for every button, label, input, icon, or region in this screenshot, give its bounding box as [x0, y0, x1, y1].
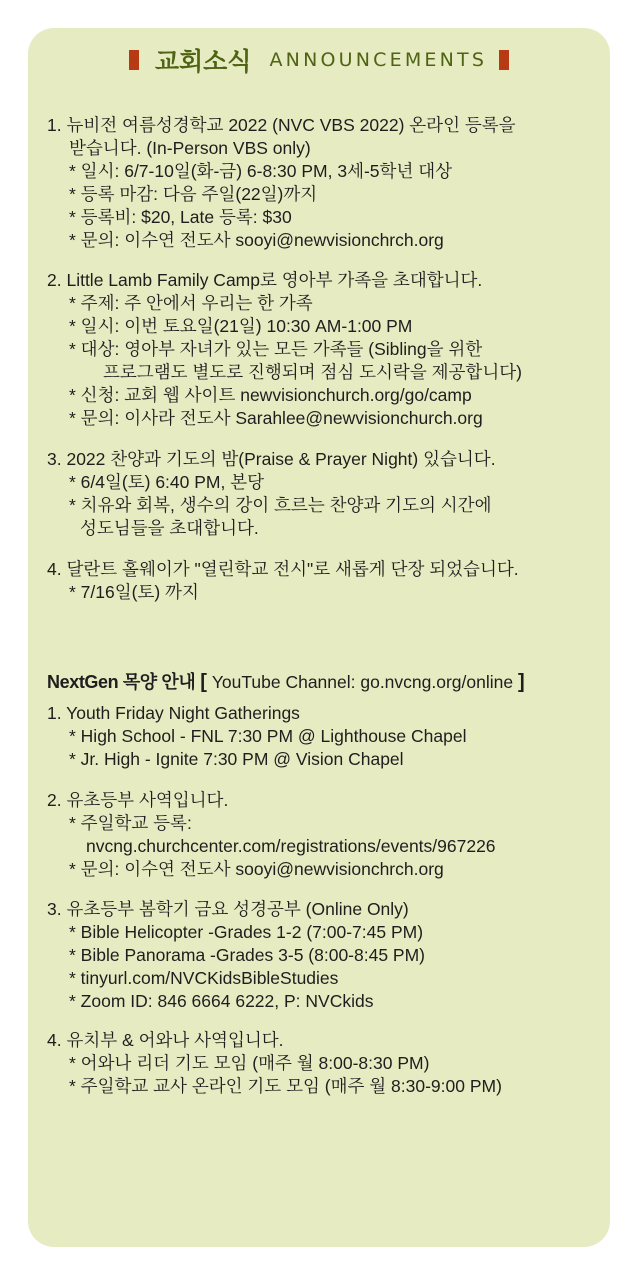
nextgen-heading: [47, 671, 525, 694]
nextgen-item-title: 2. 유초등부 사역입니다.: [47, 790, 229, 810]
announcement-title: 4. 달란트 홀웨이가 "열린학교 전시"로 새롭게 단장 되었습니다.: [47, 559, 519, 579]
title-english: ANNOUNCEMENTS: [269, 49, 488, 71]
nextgen-item-title: 3. 유초등부 봄학기 금요 성경공부 (Online Only): [47, 899, 409, 919]
announcement-title: 3. 2022 찬양과 기도의 밤(Praise & Prayer Night) 있습니다.: [47, 449, 496, 469]
announcement-title: 1. 뉴비전 여름성경학교 2022 (NVC VBS 2022) 온라인 등록을: [47, 115, 516, 135]
nextgen-item-detail: * 주일학교 등록:: [69, 813, 192, 833]
announcement-detail: * 치유와 회복, 생수의 강이 흐르는 찬양과 기도의 시간에: [69, 495, 492, 515]
announcement-detail: * 문의: 이수연 전도사 sooyi@newvisionchrch.org: [69, 230, 444, 250]
nextgen-item-detail: * Bible Helicopter -Grades 1-2 (7:00-7:45 PM): [69, 922, 424, 942]
header: [28, 40, 610, 80]
nextgen-item-detail: nvcng.churchcenter.com/registrations/events/967226: [86, 836, 496, 856]
announcement-title: 2. Little Lamb Family Camp로 영아부 가족을 초대합니다.: [47, 270, 483, 290]
announcement-detail: * 문의: 이사라 전도사 Sarahlee@newvisionchurch.org: [69, 408, 483, 428]
announcement-detail: 성도님들을 초대합니다.: [80, 518, 259, 538]
nextgen-title: NextGen 목양 안내: [47, 672, 196, 692]
nextgen-item-detail: * Jr. High - Ignite 7:30 PM @ Vision Chapel: [69, 749, 404, 769]
nextgen-item-detail: * 주일학교 교사 온라인 기도 모임 (매주 월 8:30-9:00 PM): [69, 1076, 502, 1096]
announcement-detail: 프로그램도 별도로 진행되며 점심 도시락을 제공합니다): [103, 362, 522, 382]
nextgen-item-detail: * Zoom ID: 846 6664 6222, P: NVCkids: [69, 991, 374, 1011]
announcement-detail: * 일시: 6/7-10일(화-금) 6-8:30 PM, 3세-5학년 대상: [69, 161, 453, 181]
youtube-channel: YouTube Channel: go.nvcng.org/online: [211, 672, 514, 692]
left-marker: [129, 50, 139, 70]
title-korean: 교회소식: [154, 47, 252, 76]
nextgen-item-title: 4. 유치부 & 어와나 사역입니다.: [47, 1030, 284, 1050]
announcement-line: 받습니다. (In-Person VBS only): [69, 138, 311, 158]
nextgen-item-detail: * High School - FNL 7:30 PM @ Lighthouse Chapel: [69, 726, 467, 746]
right-marker: [499, 50, 509, 70]
announcement-detail: * 등록 마감: 다음 주일(22일)까지: [69, 184, 318, 204]
bracket-open: [: [200, 671, 207, 693]
announcement-detail: * 대상: 영아부 자녀가 있는 모든 가족들 (Sibling을 위한: [69, 339, 483, 359]
announcement-detail: * 등록비: $20, Late 등록: $30: [69, 207, 292, 227]
nextgen-item-detail: * Bible Panorama -Grades 3-5 (8:00-8:45 PM): [69, 945, 425, 965]
nextgen-item-title: 1. Youth Friday Night Gatherings: [47, 703, 300, 723]
nextgen-item-detail: * 어와나 리더 기도 모임 (매주 월 8:00-8:30 PM): [69, 1053, 430, 1073]
announcement-detail: * 신청: 교회 웹 사이트 newvisionchurch.org/go/camp: [69, 385, 472, 405]
nextgen-item-detail: * tinyurl.com/NVCKidsBibleStudies: [69, 968, 339, 988]
bracket-close: ]: [517, 671, 525, 693]
announcements-card: [28, 28, 610, 1247]
announcement-detail: * 6/4일(토) 6:40 PM, 본당: [69, 472, 265, 492]
announcement-detail: * 일시: 이번 토요일(21일) 10:30 AM-1:00 PM: [69, 316, 413, 336]
announcement-detail: * 주제: 주 안에서 우리는 한 가족: [69, 293, 313, 313]
nextgen-item-detail: * 문의: 이수연 전도사 sooyi@newvisionchrch.org: [69, 859, 444, 879]
announcement-detail: * 7/16일(토) 까지: [69, 582, 199, 602]
